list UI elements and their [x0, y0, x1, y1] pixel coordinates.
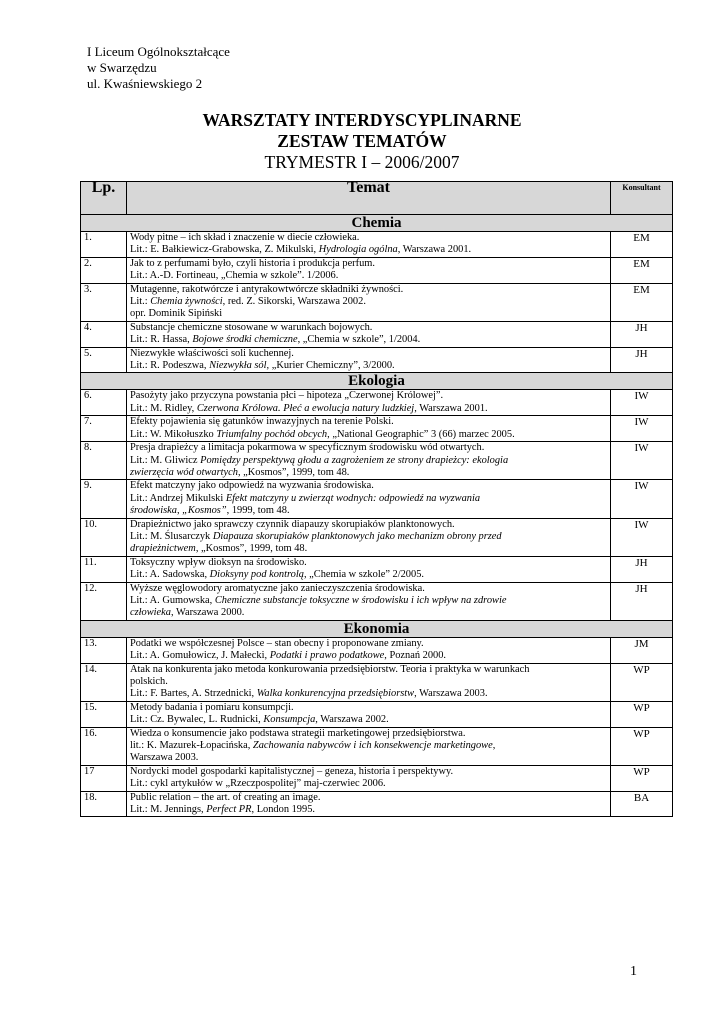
row-number: 1.: [81, 232, 127, 258]
consultant-initials: IW: [611, 442, 673, 480]
category-name: Ekologia: [81, 373, 673, 390]
topic-line: [130, 688, 607, 700]
topic-text: , 1999, tom 48.: [226, 505, 290, 517]
title-italic: Zachowania nabywców i ich konsekwencje marketingowe: [252, 740, 493, 752]
table-row: [81, 701, 673, 727]
topic-text: Lit.: R. Podeszwa,: [130, 360, 210, 372]
topic-text: polskich.: [130, 676, 168, 687]
topic-text: , „Chemia w szkole”, 1/2004.: [297, 334, 421, 346]
heading-title: WARSZTATY INTERDYSCYPLINARNE: [202, 110, 522, 130]
topic-line: [130, 348, 607, 360]
consultant-initials: IW: [611, 416, 673, 442]
row-number: 17: [81, 765, 127, 791]
school-street: ul. Kwaśniewskiego 2: [87, 76, 203, 91]
row-number: 6.: [81, 390, 127, 416]
consultant-initials: WP: [611, 727, 673, 765]
topic-text: Lit.: M. Jennings,: [130, 804, 207, 816]
topic-line: [130, 244, 607, 256]
topic-text: Wody pitne – ich skład i znaczenie w diecie człowieka.: [130, 232, 360, 243]
page-number: 1: [630, 964, 637, 979]
table-row: [81, 556, 673, 582]
topic-text: Pasożyty jako przyczyna powstania płci – hipoteza „Czerwonej Królowej”.: [130, 390, 444, 402]
topic-line: [130, 403, 607, 415]
topic-text: Lit.: R. Hassa,: [130, 334, 193, 346]
topic-text: Toksyczny wpływ dioksyn na środowisko.: [130, 556, 307, 568]
category-row: [81, 373, 673, 390]
consultant-initials: BA: [611, 791, 673, 817]
topic-text: Nordycki model gospodarki kapitalistycznej – geneza, historia i perspektywy.: [130, 765, 454, 777]
title-italic: Chemia żywności: [150, 296, 223, 308]
topic-cell: [127, 765, 611, 791]
topic-line: [130, 505, 607, 517]
row-number: 16.: [81, 727, 127, 765]
title-italic: Konsumpcja: [263, 714, 316, 726]
topic-text: Lit.: M. Ślusarczyk: [130, 530, 213, 542]
topic-line: [130, 334, 607, 346]
topic-line: [130, 455, 607, 467]
header-konsultant: Konsultant: [611, 182, 673, 215]
consultant-initials: JH: [611, 321, 673, 347]
topic-line: [130, 416, 607, 428]
topic-text: Mutagenne, rakotwórcze i antyrakowtwórcze składniki żywności.: [130, 283, 404, 295]
topic-cell: [127, 390, 611, 416]
topic-text: Niezwykłe właściwości soli kuchennej.: [130, 347, 294, 359]
row-number: 15.: [81, 701, 127, 727]
consultant-initials: EM: [611, 283, 673, 321]
title-italic: Bojowe środki chemiczne: [192, 334, 298, 346]
topic-text: Substancje chemiczne stosowane w warunkach bojowych.: [130, 321, 373, 333]
school-town: w Swarzędzu: [87, 60, 157, 75]
school-name: I Liceum Ogólnokształcące: [87, 44, 230, 59]
topic-cell: [127, 663, 611, 701]
table-row: [81, 480, 673, 518]
row-number: 7.: [81, 416, 127, 442]
topic-text: , „National Geographic” 3 (66) marzec 2005.: [327, 428, 515, 440]
topic-text: lit.: K. Mazurek-Łopacińska,: [130, 740, 253, 752]
topic-text: „Kurier Chemiczny”, 3/2000.: [269, 360, 395, 372]
row-number: 11.: [81, 556, 127, 582]
topic-text: , Warszawa 2001.: [397, 244, 472, 256]
category-name: Ekonomia: [81, 620, 673, 637]
title-italic: Diapauza skorupiaków planktonowych jako mechanizm obrony przed: [212, 530, 502, 542]
topic-text: , Poznań 2000.: [384, 650, 447, 662]
topic-line: [130, 531, 607, 543]
consultant-initials: EM: [611, 232, 673, 258]
topic-line: [130, 308, 607, 320]
topic-line: [130, 569, 607, 581]
topic-text: ,: [492, 740, 496, 752]
topic-line: [130, 442, 607, 454]
topic-text: Efekty pojawienia się gatunków inwazyjnych na terenie Polski.: [130, 416, 394, 428]
topic-line: [130, 232, 607, 244]
row-number: 2.: [81, 257, 127, 283]
table-row: [81, 663, 673, 701]
title-italic: Chemiczne substancje toksyczne w środowisku i ich wpływ na zdrowie: [214, 594, 507, 606]
topic-text: Lit.: W. Mikołuszko: [130, 428, 217, 440]
title-italic: Podatki i prawo podatkowe: [269, 650, 385, 662]
topic-text: Lit.: M. Gliwicz: [130, 454, 201, 466]
document-heading: [0, 110, 724, 173]
topic-text: Lit.:: [130, 296, 151, 308]
row-number: 13.: [81, 637, 127, 663]
topic-line: [130, 258, 607, 270]
topic-text: Lit.: M. Ridley,: [130, 402, 197, 414]
topic-text: , Warszawa 2001.: [414, 402, 488, 414]
title-italic: Hydrologia ogólna: [318, 244, 398, 256]
topic-text: Lit.: E. Bałkiewicz-Grabowska, Z. Mikulski,: [130, 244, 319, 256]
topic-line: [130, 638, 607, 650]
topic-text: Public relation – the art. of creating an image.: [130, 791, 321, 803]
title-italic: środowiska, „Kosmos”: [130, 505, 227, 517]
topic-line: [130, 714, 607, 726]
topic-text: Drapieżnictwo jako sprawczy czynnik diapauzy skorupiaków planktonowych.: [130, 518, 455, 530]
topic-text: Presja drapieżcy a limitacja pokarmowa w specyficznym środowisku wód otwartych.: [130, 442, 485, 454]
table-row: [81, 347, 673, 373]
consultant-initials: EM: [611, 257, 673, 283]
row-number: 10.: [81, 518, 127, 556]
consultant-initials: WP: [611, 663, 673, 701]
category-row: [81, 620, 673, 637]
consultant-initials: WP: [611, 765, 673, 791]
heading-subtitle: ZESTAW TEMATÓW: [277, 131, 447, 151]
title-italic: Dioksyny pod kontrolą: [209, 569, 304, 581]
topic-cell: [127, 416, 611, 442]
topic-text: , „Kosmos”, 1999, tom 48.: [195, 543, 308, 555]
topic-line: [130, 284, 607, 296]
row-number: 18.: [81, 791, 127, 817]
topic-line: [130, 467, 607, 479]
table-row: [81, 791, 673, 817]
row-number: 4.: [81, 321, 127, 347]
topic-cell: [127, 480, 611, 518]
topic-cell: [127, 257, 611, 283]
topic-text: Metody badania i pomiaru konsumpcji.: [130, 701, 294, 713]
topic-line: [130, 676, 607, 688]
topic-text: Wiedza o konsumencie jako podstawa strategii marketingowej przedsiębiorstwa.: [130, 727, 466, 739]
topic-text: Lit.: A. Gomułowicz, J. Małecki,: [130, 650, 270, 662]
title-italic: Efekt matczyny u zwierząt wodnych: odpowiedź na wyzwania: [225, 492, 481, 504]
topic-cell: [127, 442, 611, 480]
topic-text: opr. Dominik Sipiński: [130, 308, 223, 320]
table-row: [81, 257, 673, 283]
topic-line: [130, 270, 607, 282]
table-row: [81, 518, 673, 556]
topic-text: Jak to z perfumami było, czyli historia i produkcja perfum.: [130, 257, 375, 269]
topic-text: , Warszawa 2003.: [414, 688, 488, 700]
header-temat: Temat: [127, 182, 611, 215]
table-row: [81, 637, 673, 663]
topic-text: Efekt matczyny jako odpowiedź na wyzwania środowiska.: [130, 480, 374, 492]
row-number: 12.: [81, 582, 127, 620]
topic-text: , „Kosmos”, 1999, tom 48.: [237, 466, 350, 478]
table-row: [81, 727, 673, 765]
title-italic: drapieżnictwem: [130, 543, 196, 555]
table-row: [81, 321, 673, 347]
topic-cell: [127, 556, 611, 582]
topic-text: , red. Z. Sikorski, Warszawa 2002.: [222, 296, 366, 308]
topic-cell: [127, 701, 611, 727]
topic-text: Wyższe węglowodory aromatyczne jako zanieczyszczenia środowiska.: [130, 582, 425, 594]
topic-line: [130, 752, 607, 764]
table-row: [81, 283, 673, 321]
topic-line: [130, 322, 607, 334]
topic-text: Lit.: Andrzej Mikulski: [130, 492, 226, 504]
topic-text: , Warszawa 2000.: [170, 607, 245, 619]
topic-line: [130, 728, 607, 740]
topic-line: [130, 778, 607, 790]
topic-text: Lit.: A. Gumowska,: [130, 594, 215, 606]
topic-line: [130, 480, 607, 492]
topic-text: , Warszawa 2002.: [315, 714, 389, 726]
header-lp: Lp.: [81, 182, 127, 215]
topic-line: [130, 543, 607, 555]
row-number: 9.: [81, 480, 127, 518]
topic-text: , London 1995.: [251, 804, 315, 816]
topic-line: [130, 519, 607, 531]
topic-line: [130, 792, 607, 804]
school-address: [87, 44, 230, 92]
category-name: Chemia: [81, 215, 673, 232]
topic-line: [130, 766, 607, 778]
topic-line: [130, 702, 607, 714]
table-row: [81, 582, 673, 620]
topics-table: [80, 181, 673, 817]
topic-text: Lit.: A. Sadowska,: [130, 569, 210, 581]
row-number: 8.: [81, 442, 127, 480]
table-row: [81, 765, 673, 791]
heading-term: TRYMESTR I – 2006/2007: [264, 152, 460, 172]
title-italic: człowieka: [130, 607, 171, 619]
topic-cell: [127, 283, 611, 321]
topic-line: [130, 390, 607, 402]
title-italic: Niezwykła sól,: [209, 360, 270, 372]
topic-line: [130, 557, 607, 569]
title-italic: Walka konkurencyjna przedsiębiorstw: [256, 688, 415, 700]
topic-line: [130, 607, 607, 619]
topic-line: [130, 804, 607, 816]
topic-text: Lit.: cykl artykułów w „Rzeczpospolitej” maj-czerwiec 2006.: [130, 778, 386, 790]
topic-text: Atak na konkurenta jako metoda konkurowania przedsiębiorstw. Teoria i praktyka w warunkach: [130, 663, 530, 675]
topic-text: Warszawa 2003.: [130, 752, 199, 764]
topic-text: Lit.: A.-D. Fortineau, „Chemia w szkole”. 1/2006.: [130, 270, 339, 282]
consultant-initials: JH: [611, 347, 673, 373]
title-italic: Triumfalny pochód obcych: [216, 428, 328, 440]
topic-line: [130, 650, 607, 662]
table-header-row: [81, 182, 673, 215]
row-number: 3.: [81, 283, 127, 321]
topic-line: [130, 664, 607, 676]
row-number: 5.: [81, 347, 127, 373]
topic-line: [130, 429, 607, 441]
topic-line: [130, 493, 607, 505]
consultant-initials: IW: [611, 518, 673, 556]
topic-line: [130, 296, 607, 308]
topic-cell: [127, 582, 611, 620]
topic-cell: [127, 727, 611, 765]
topic-cell: [127, 518, 611, 556]
topic-text: , „Chemia w szkole” 2/2005.: [303, 569, 424, 581]
topic-cell: [127, 321, 611, 347]
consultant-initials: WP: [611, 701, 673, 727]
topic-line: [130, 595, 607, 607]
topics-body: [81, 215, 673, 817]
topic-line: [130, 583, 607, 595]
consultant-initials: IW: [611, 480, 673, 518]
topic-text: Lit.: F. Bartes, A. Strzednicki,: [130, 688, 257, 700]
topic-cell: [127, 232, 611, 258]
row-number: 14.: [81, 663, 127, 701]
consultant-initials: IW: [611, 390, 673, 416]
category-row: [81, 215, 673, 232]
consultant-initials: JH: [611, 556, 673, 582]
topic-line: [130, 360, 607, 372]
consultant-initials: JH: [611, 582, 673, 620]
title-italic: Pomiędzy perspektywą głodu a zagrożeniem ze strony drapieżcy: ekologia: [200, 454, 509, 466]
topic-cell: [127, 791, 611, 817]
title-italic: Czerwona Królowa. Płeć a ewolucja natury ludzkiej: [196, 402, 415, 414]
table-row: [81, 442, 673, 480]
topic-cell: [127, 347, 611, 373]
table-row: [81, 416, 673, 442]
consultant-initials: JM: [611, 637, 673, 663]
title-italic: zwierzęcia wód otwartych: [130, 466, 238, 478]
topic-text: Lit.: Cz. Bywalec, L. Rudnicki,: [130, 714, 264, 726]
topic-line: [130, 740, 607, 752]
topic-text: Podatki we współczesnej Polsce – stan obecny i proponowane zmiany.: [130, 637, 424, 649]
table-row: [81, 232, 673, 258]
table-row: [81, 390, 673, 416]
topic-cell: [127, 637, 611, 663]
title-italic: Perfect PR: [206, 804, 252, 816]
